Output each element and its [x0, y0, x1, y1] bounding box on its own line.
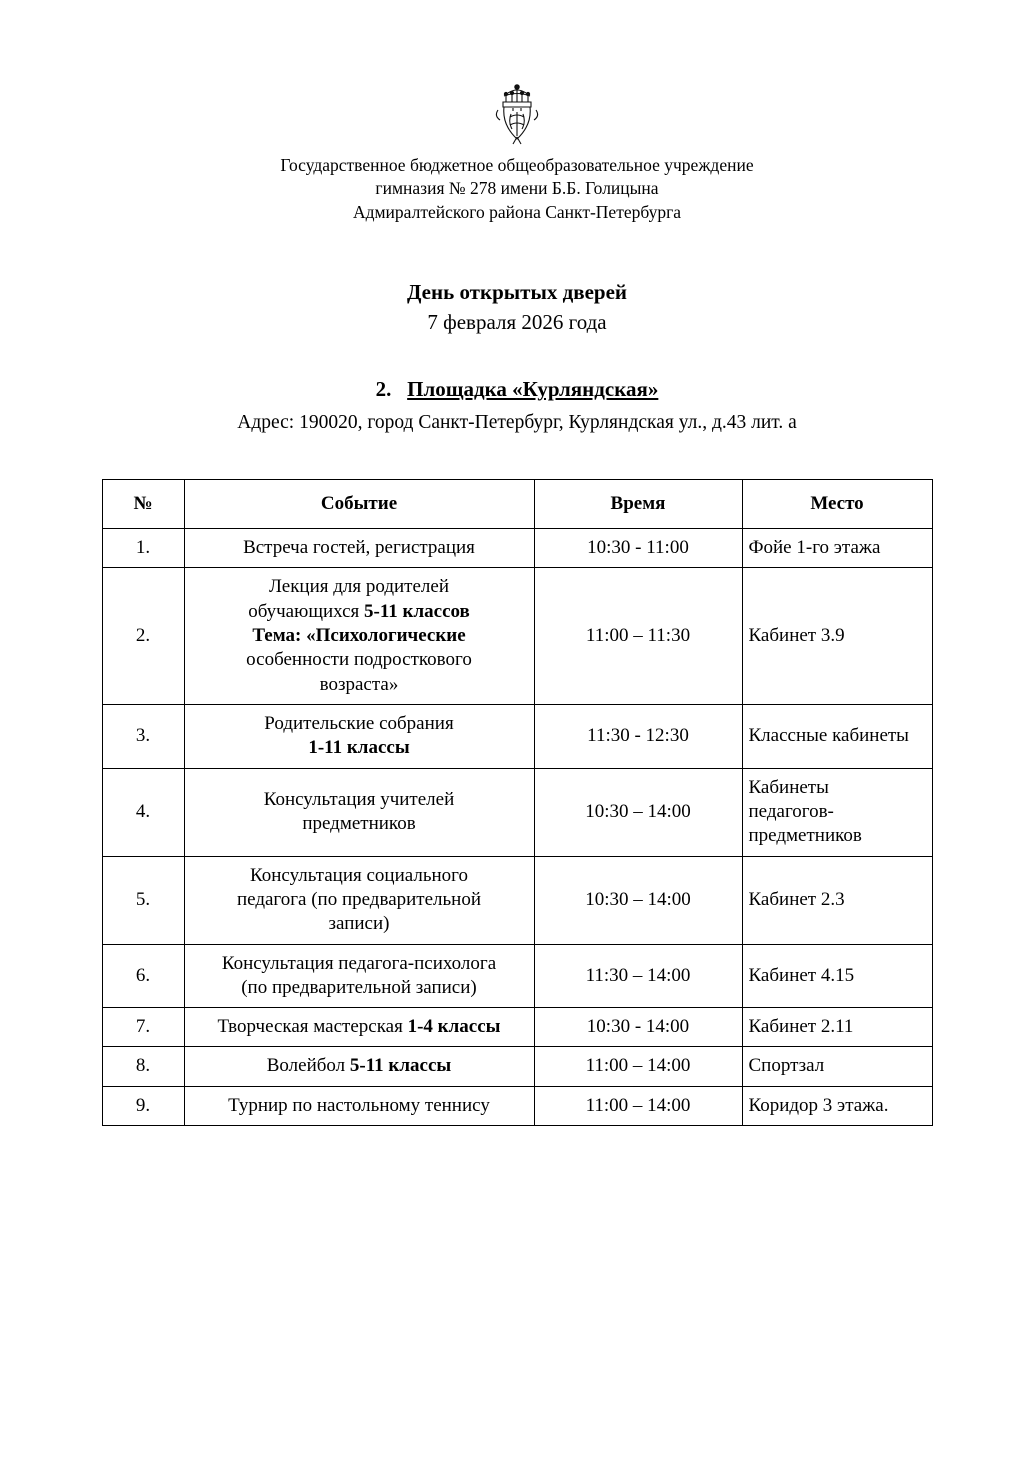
- table-row: [102, 1086, 932, 1125]
- schedule-table: [102, 479, 933, 1126]
- place-line: педагогов-: [748, 800, 834, 822]
- row-place: [742, 768, 932, 856]
- row-event: [184, 1008, 534, 1047]
- org-line-1: Государственное бюджетное общеобразовательное учреждение: [280, 155, 754, 175]
- row-number: 6.: [102, 944, 184, 1008]
- event-line: Консультация учителей: [263, 788, 455, 810]
- row-place: Кабинет 3.9: [742, 568, 932, 705]
- coat-of-arms-icon: [490, 84, 544, 146]
- row-time: 11:00 – 14:00: [534, 1086, 742, 1125]
- event-line: предметников: [302, 813, 416, 835]
- event-text-bold: 5-11 классы: [349, 1055, 452, 1077]
- row-event: Встреча гостей, регистрация: [184, 529, 534, 568]
- row-event: [184, 568, 534, 705]
- table-row: [102, 568, 932, 705]
- row-number: 3.: [102, 705, 184, 769]
- event-text: обучающихся: [248, 600, 364, 622]
- event-line: записи): [328, 913, 390, 935]
- event-line: Консультация социального: [250, 864, 468, 886]
- table-row: [102, 529, 932, 568]
- row-time: 11:00 – 14:00: [534, 1047, 742, 1086]
- org-line-3: Адмиралтейского района Санкт-Петербурга: [352, 201, 682, 222]
- row-place: Классные кабинеты: [742, 705, 932, 769]
- venue-name: Площадка «Курляндская»: [407, 377, 659, 402]
- event-line: [191, 624, 528, 648]
- venue-number: 2.: [375, 377, 392, 402]
- event-text: Волейбол: [266, 1055, 350, 1077]
- event-line: Лекция для родителей: [269, 576, 449, 598]
- event-line: Родительские собрания: [264, 713, 454, 734]
- row-place: Кабинет 2.11: [742, 1008, 932, 1047]
- event-text: Творческая мастерская: [217, 1016, 408, 1038]
- table-row: [102, 1008, 932, 1047]
- event-line: особенности подросткового: [246, 649, 472, 671]
- table-row: [102, 856, 932, 944]
- row-number: 9.: [102, 1086, 184, 1125]
- table-row: [102, 768, 932, 856]
- table-header-row: [102, 480, 932, 529]
- place-line: предметников: [748, 825, 862, 847]
- event-line: возраста»: [319, 673, 399, 695]
- venue-heading: [0, 376, 1034, 403]
- table-row: [102, 944, 932, 1008]
- event-line: Консультация педагога-психолога: [221, 952, 497, 974]
- column-header-number: №: [102, 480, 184, 529]
- column-header-place: Место: [742, 480, 932, 529]
- event-line: педагога (по предварительной: [236, 888, 482, 910]
- row-event: [184, 768, 534, 856]
- event-text-bold: Тема:: [252, 625, 302, 647]
- row-time: 11:30 – 14:00: [534, 944, 742, 1008]
- event-text-bold: «Психологические: [301, 625, 466, 647]
- row-number: 5.: [102, 856, 184, 944]
- event-line: (по предварительной записи): [241, 976, 477, 998]
- event-date: 7 февраля 2026 года: [427, 310, 607, 335]
- row-event: [184, 856, 534, 944]
- column-header-time: Время: [534, 480, 742, 529]
- row-time: 10:30 – 14:00: [534, 856, 742, 944]
- row-place: Спортзал: [742, 1047, 932, 1086]
- row-place: Кабинет 4.15: [742, 944, 932, 1008]
- row-time: 11:00 – 11:30: [534, 568, 742, 705]
- org-line-2: гимназия № 278 имени Б.Б. Голицына: [375, 178, 659, 199]
- emblem-container: [0, 0, 1034, 146]
- row-event: Турнир по настольному теннису: [184, 1086, 534, 1125]
- event-line-bold: 1-11 классы: [308, 737, 410, 759]
- event-line: [191, 600, 528, 624]
- row-event: [184, 705, 534, 769]
- row-number: 8.: [102, 1047, 184, 1086]
- place-line: Кабинеты: [748, 776, 829, 798]
- column-header-event: Событие: [184, 480, 534, 529]
- row-time: 10:30 - 11:00: [534, 529, 742, 568]
- table-row: [102, 705, 932, 769]
- row-time: 10:30 – 14:00: [534, 768, 742, 856]
- row-time: 10:30 - 14:00: [534, 1008, 742, 1047]
- row-place: Фойе 1-го этажа: [742, 529, 932, 568]
- row-number: 4.: [102, 768, 184, 856]
- organization-header: [0, 154, 1034, 224]
- row-time: 11:30 - 12:30: [534, 705, 742, 769]
- row-number: 2.: [102, 568, 184, 705]
- page-title: День открытых дверей: [406, 279, 628, 304]
- event-text-bold: 1-4 классы: [407, 1016, 501, 1038]
- row-place: Кабинет 2.3: [742, 856, 932, 944]
- venue-address: Адрес: 190020, город Санкт-Петербург, Курляндская ул., д.43 лит. а: [237, 411, 797, 433]
- row-place: Коридор 3 этажа.: [742, 1086, 932, 1125]
- row-event: [184, 944, 534, 1008]
- row-number: 7.: [102, 1008, 184, 1047]
- row-event: [184, 1047, 534, 1086]
- table-row: [102, 1047, 932, 1086]
- event-text-bold: 5-11 классов: [364, 600, 470, 622]
- row-number: 1.: [102, 529, 184, 568]
